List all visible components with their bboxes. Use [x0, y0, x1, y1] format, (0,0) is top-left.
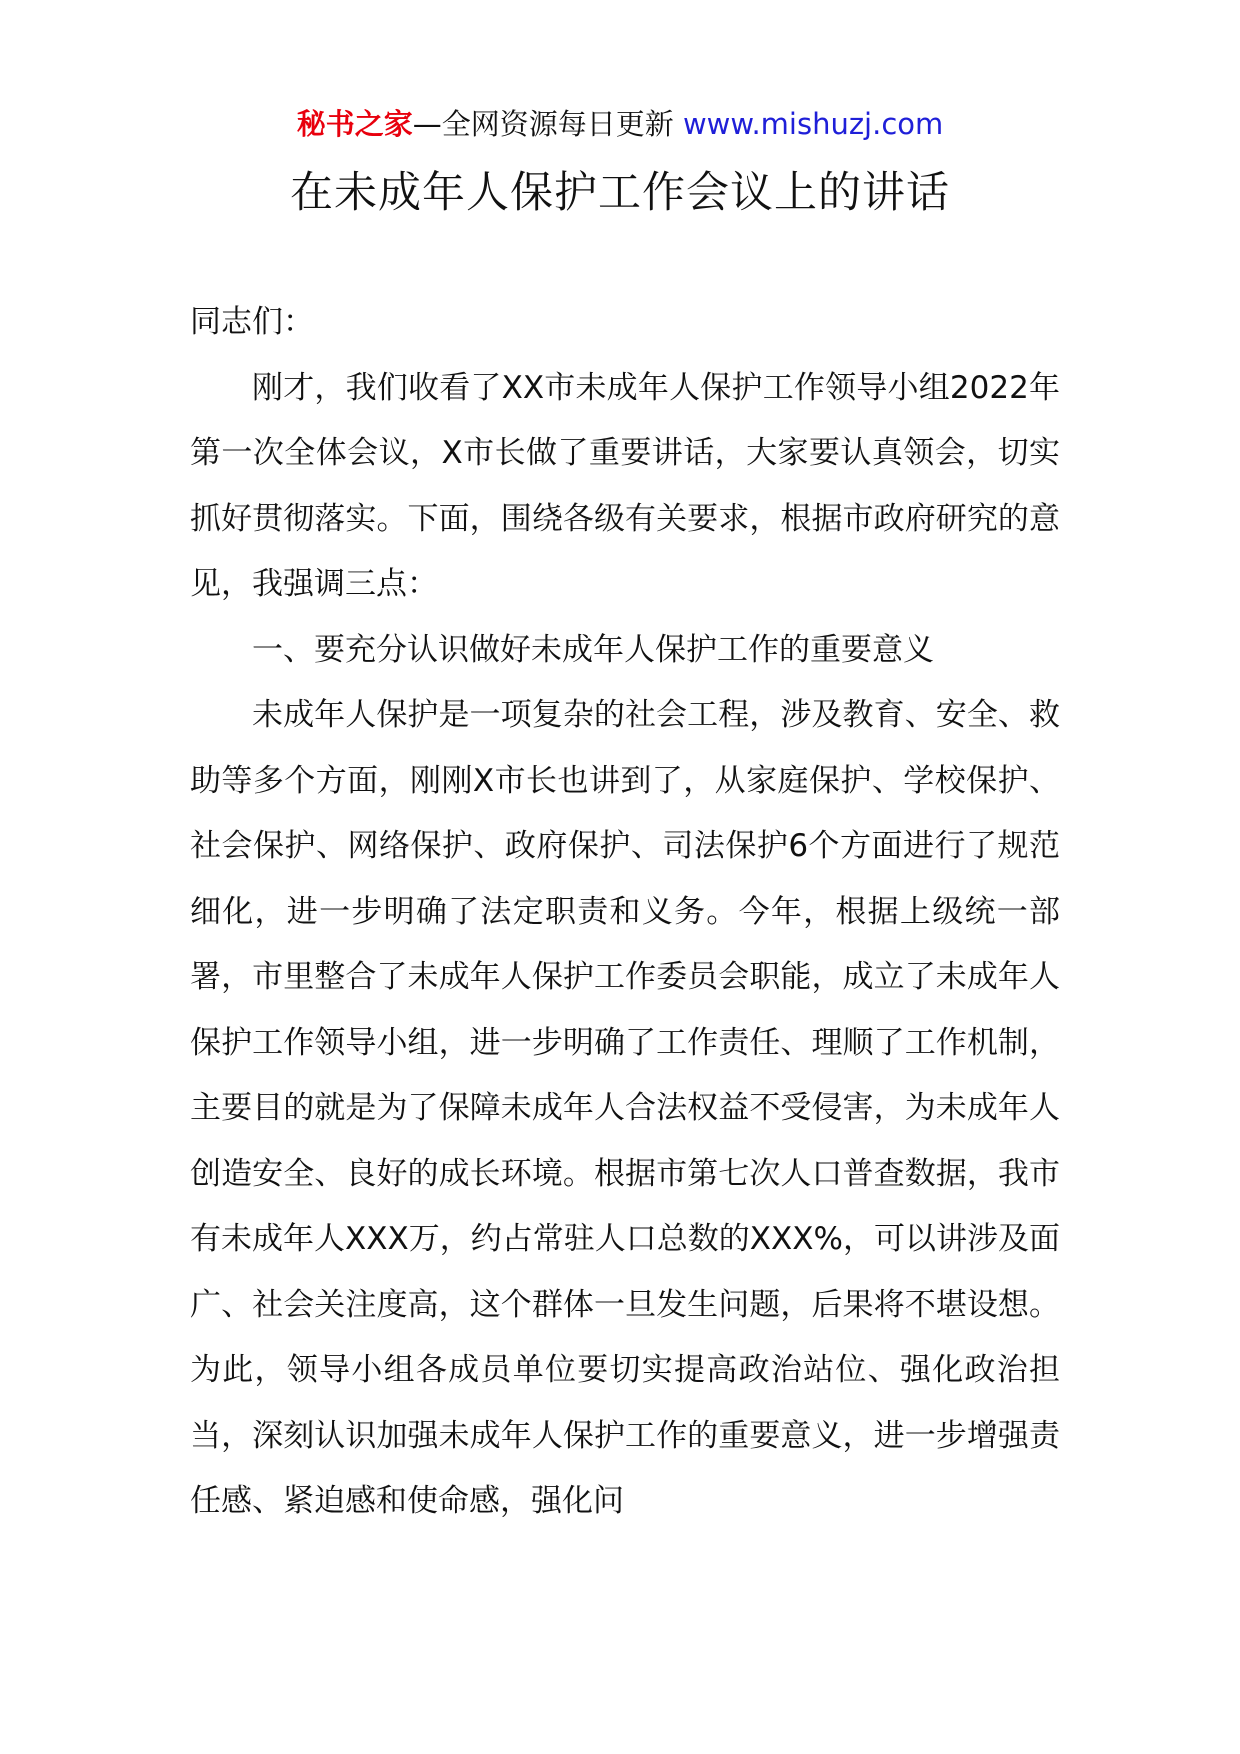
paragraph-section-1: 未成年人保护是一项复杂的社会工程，涉及教育、安全、救助等多个方面，刚刚X市长也讲到了，从家庭保护、学校保护、社会保护、网络保护、政府保护、司法保护6个方面进行了规范细化，进一步明确了法定职责和义务。今年，根据上级统一部署，市里整合了未成年人保护工作委员会职能，成立了未成年人保护工作领导小组，进一步明确了工作责任、理顺了工作机制，主要目的就是为了保障未成年人合法权益不受侵害，为未成年人创造安全、良好的成长环境。根据市第七次人口普查数据，我市有未成年人XXX万，约占常驻人口总数的XXX%，可以讲涉及面广、社会关注度高，这个群体一旦发生问题，后果将不堪设想。为此，领导小组各成员单位要切实提高政治站位、强化政治担当，深刻认识加强未成年人保护工作的重要意义，进一步增强责任感、紧迫感和使命感，强化问 — [190, 697, 1060, 1519]
site-url-link[interactable]: www.mishuzj.com — [682, 107, 944, 141]
site-header — [0, 102, 1240, 146]
document-body — [190, 290, 1060, 1535]
document-title: 在未成年人保护工作会议上的讲话 — [290, 168, 950, 218]
brand-name: 秘书之家 — [296, 107, 413, 141]
header-tagline: —全网资源每日更新 — [412, 107, 683, 141]
salutation: 同志们： — [190, 304, 314, 340]
paragraph-intro: 刚才，我们收看了XX市未成年人保护工作领导小组2022年第一次全体会议，X市长做了重要讲话，大家要认真领会，切实抓好贯彻落实。下面，围绕各级有关要求，根据市政府研究的意见，我强调三点： — [190, 369, 1060, 602]
section-heading-1: 一、要充分认识做好未成年人保护工作的重要意义 — [252, 631, 934, 668]
